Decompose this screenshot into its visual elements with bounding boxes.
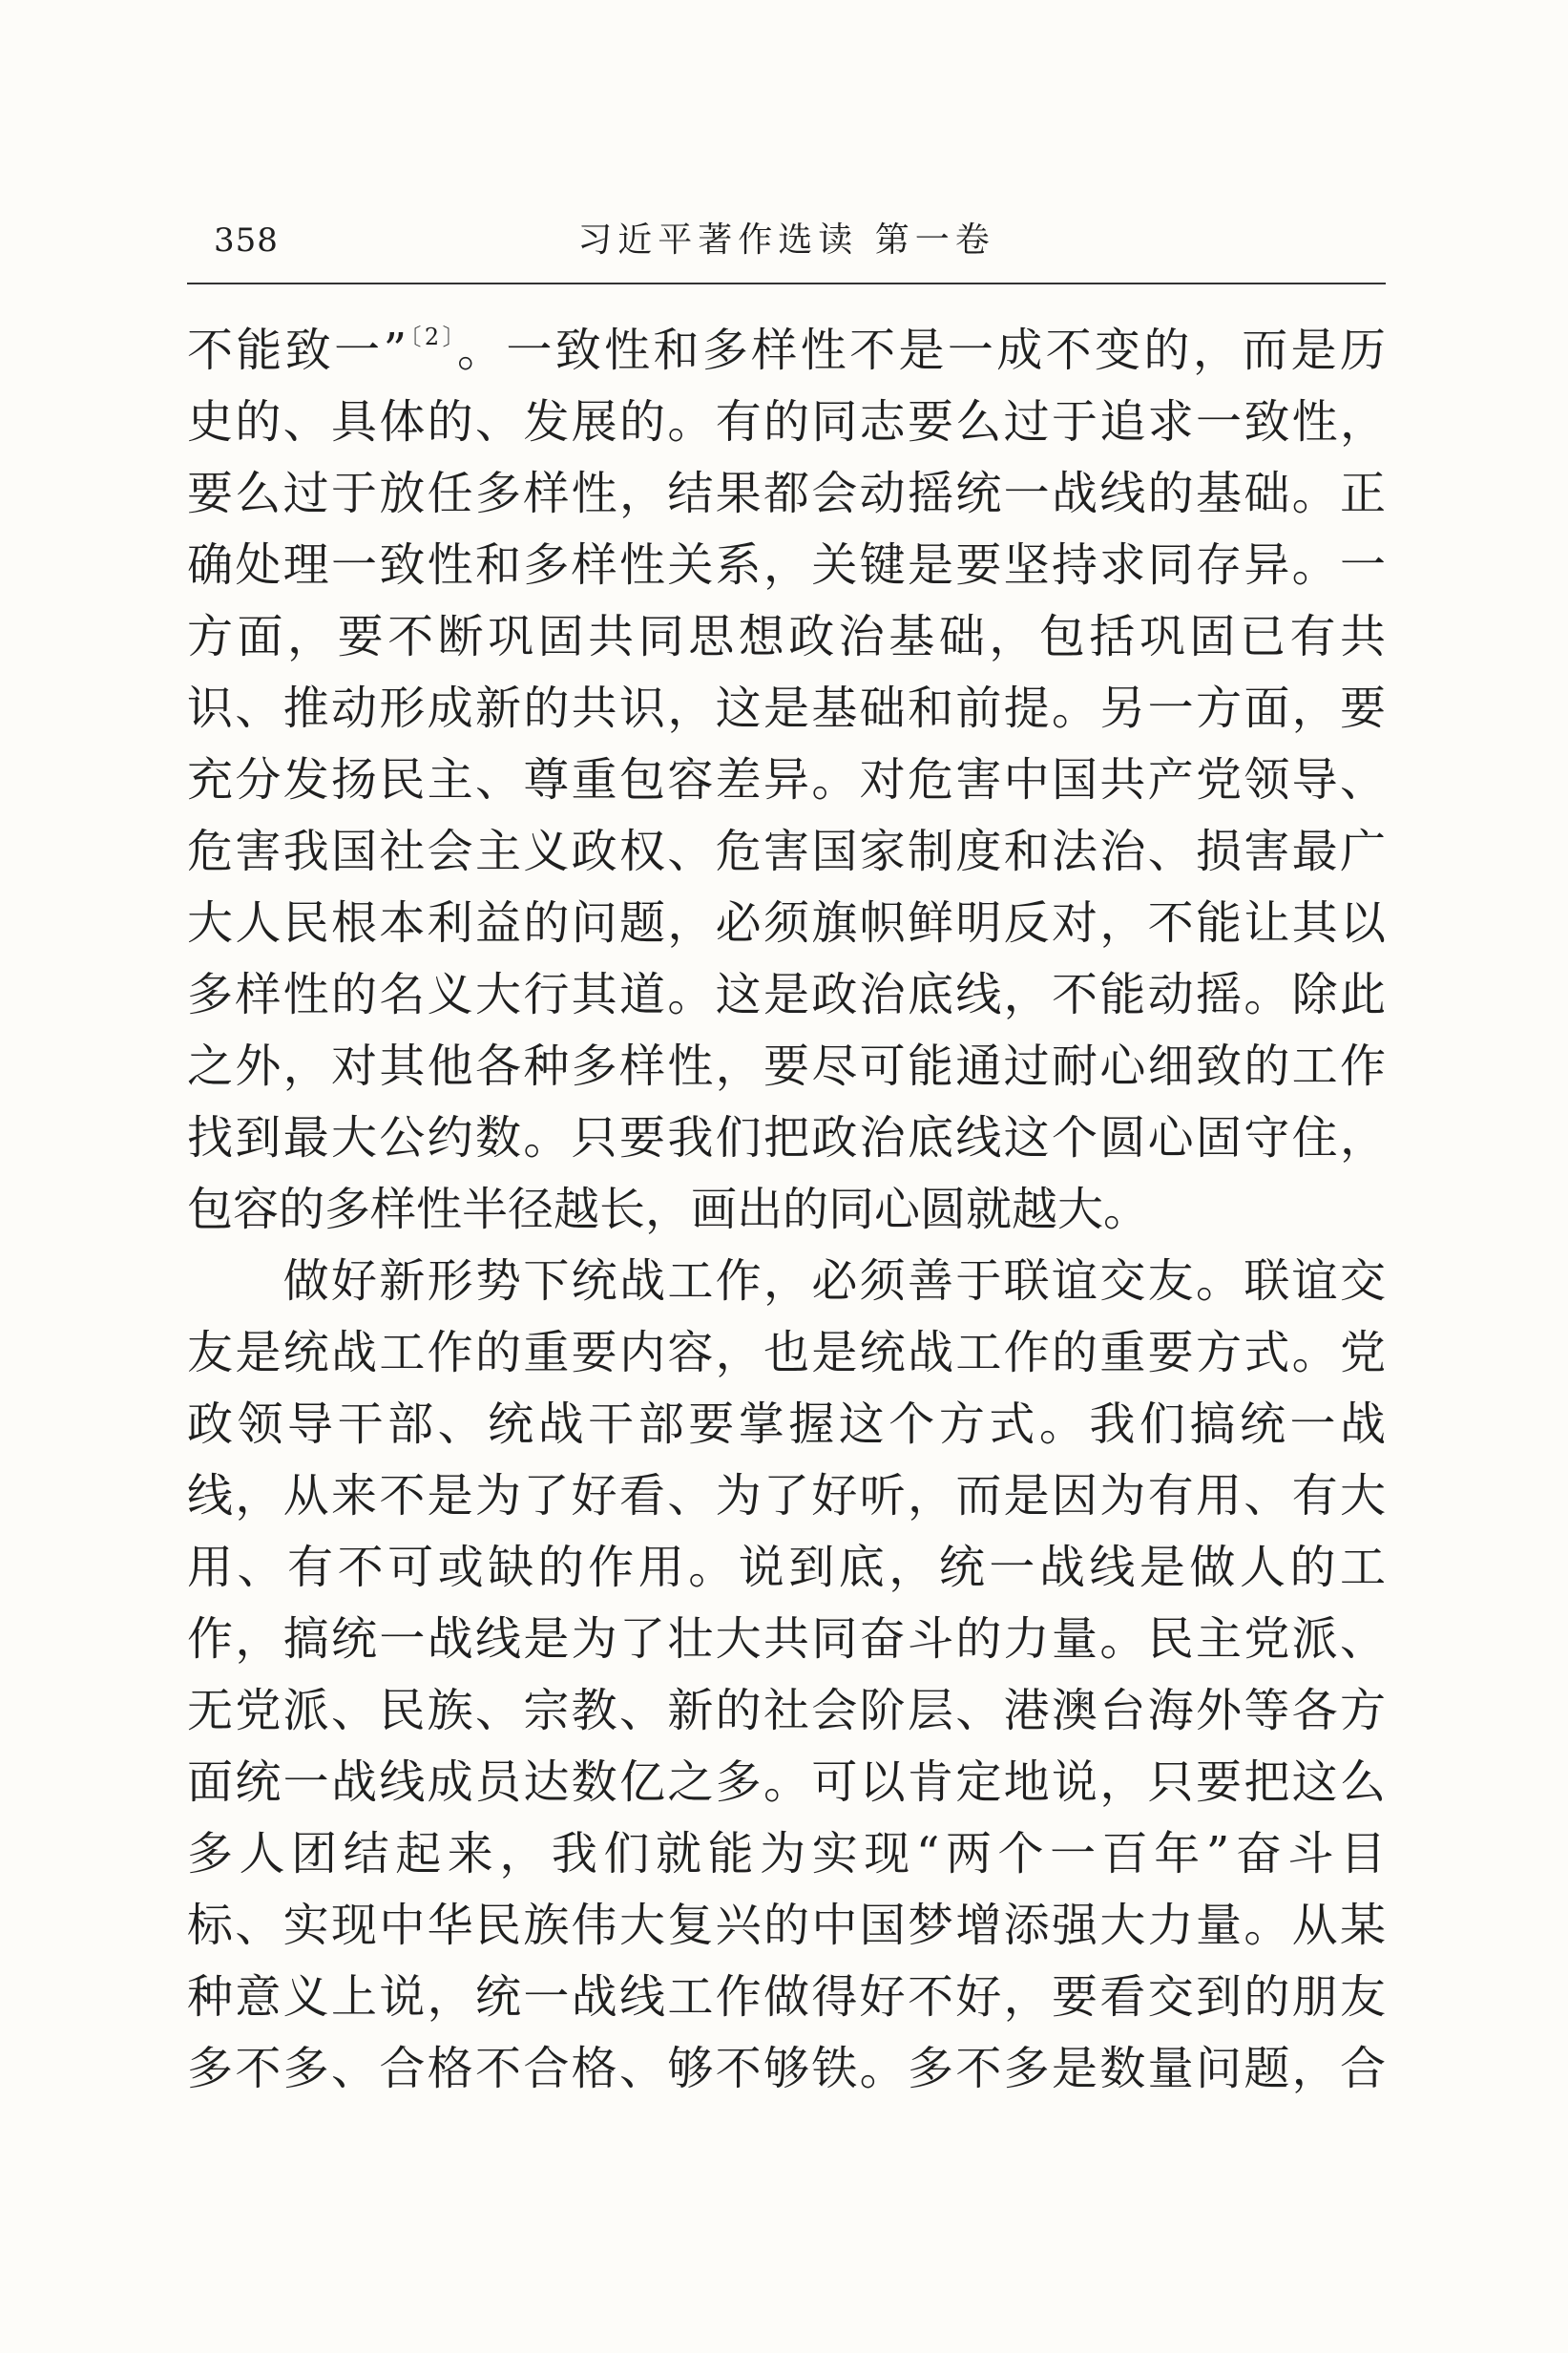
- body-text: [187, 315, 1386, 2105]
- text-segment: 做好新形势下统战工作，必须善于联谊交友。联谊交: [187, 1254, 1386, 1308]
- text-line: [187, 1460, 1386, 1532]
- text-line: [187, 1103, 1386, 1174]
- text-segment: 用、有不可或缺的作用。说到底，统一战线是做人的工: [187, 1541, 1386, 1594]
- page-number: 358: [214, 221, 279, 260]
- text-segment: 多样性的名义大行其道。这是政治底线，不能动摇。除此: [187, 968, 1386, 1021]
- text-line: [187, 959, 1386, 1031]
- text-segment: 包容的多样性半径越长，画出的同心圆就越大。: [187, 1183, 1150, 1236]
- text-segment: 。一致性和多样性不是一成不变的，而是历: [456, 324, 1386, 377]
- text-segment: 史的、具体的、发展的。有的同志要么过于追求一致性，: [187, 395, 1386, 449]
- text-line: [187, 601, 1386, 673]
- text-segment: 多不多、合格不合格、够不够铁。多不多是数量问题，合: [187, 2042, 1386, 2095]
- text-segment: 识、推动形成新的共识，这是基础和前提。另一方面，要: [187, 682, 1386, 735]
- footnote-marker: 〔2〕: [407, 324, 457, 350]
- text-line: [187, 1604, 1386, 1675]
- text-line: [187, 816, 1386, 888]
- text-segment: 种意义上说，统一战线工作做得好不好，要看交到的朋友: [187, 1970, 1386, 2024]
- header-rule: [187, 283, 1386, 284]
- text-line: [187, 888, 1386, 959]
- text-line: [187, 458, 1386, 530]
- text-segment: 危害我国社会主义政权、危害国家制度和法治、损害最广: [187, 825, 1386, 878]
- text-segment: 之外，对其他各种多样性，要尽可能通过耐心细致的工作: [187, 1040, 1386, 1093]
- text-line: [187, 1246, 1386, 1317]
- text-line: [187, 530, 1386, 601]
- text-segment: 面统一战线成员达数亿之多。可以肯定地说，只要把这么: [187, 1755, 1386, 1809]
- text-line: [187, 1747, 1386, 1818]
- text-segment: 友是统战工作的重要内容，也是统战工作的重要方式。党: [187, 1326, 1386, 1379]
- text-line: [187, 1174, 1386, 1246]
- text-segment: 标、实现中华民族伟大复兴的中国梦增添强大力量。从某: [187, 1899, 1386, 1952]
- text-segment: 线，从来不是为了好看、为了好听，而是因为有用、有大: [187, 1469, 1386, 1523]
- text-line: [187, 1962, 1386, 2033]
- text-segment: 方面，要不断巩固共同思想政治基础，包括巩固已有共: [187, 610, 1386, 663]
- text-line: [187, 387, 1386, 458]
- text-line: [187, 1532, 1386, 1604]
- text-line: [187, 1317, 1386, 1389]
- text-segment: 不能致一”: [187, 324, 408, 377]
- text-line: [187, 1675, 1386, 1747]
- text-segment: 找到最大公约数。只要我们把政治底线这个圆心固守住，: [187, 1111, 1386, 1165]
- text-segment: 作，搞统一战线是为了壮大共同奋斗的力量。民主党派、: [187, 1612, 1386, 1666]
- text-line: [187, 1890, 1386, 1962]
- text-line: [187, 1818, 1386, 1890]
- text-segment: 多人团结起来，我们就能为实现“两个一百年”奋斗目: [187, 1827, 1386, 1880]
- text-segment: 要么过于放任多样性，结果都会动摇统一战线的基础。正: [187, 467, 1386, 520]
- text-line: [187, 1389, 1386, 1460]
- text-line: [187, 1031, 1386, 1103]
- page-header: [187, 212, 1386, 281]
- text-segment: 无党派、民族、宗教、新的社会阶层、港澳台海外等各方: [187, 1684, 1386, 1737]
- text-line: [187, 745, 1386, 816]
- text-line: [187, 315, 1386, 387]
- text-segment: 确处理一致性和多样性关系，关键是要坚持求同存异。一: [187, 538, 1386, 592]
- text-segment: 大人民根本利益的问题，必须旗帜鲜明反对，不能让其以: [187, 896, 1386, 950]
- text-line: [187, 2033, 1386, 2105]
- text-line: [187, 673, 1386, 745]
- running-title: 习近平著作选读 第一卷: [577, 221, 995, 260]
- text-segment: 政领导干部、统战干部要掌握这个方式。我们搞统一战: [187, 1397, 1386, 1451]
- text-segment: 充分发扬民主、尊重包容差异。对危害中国共产党领导、: [187, 753, 1386, 807]
